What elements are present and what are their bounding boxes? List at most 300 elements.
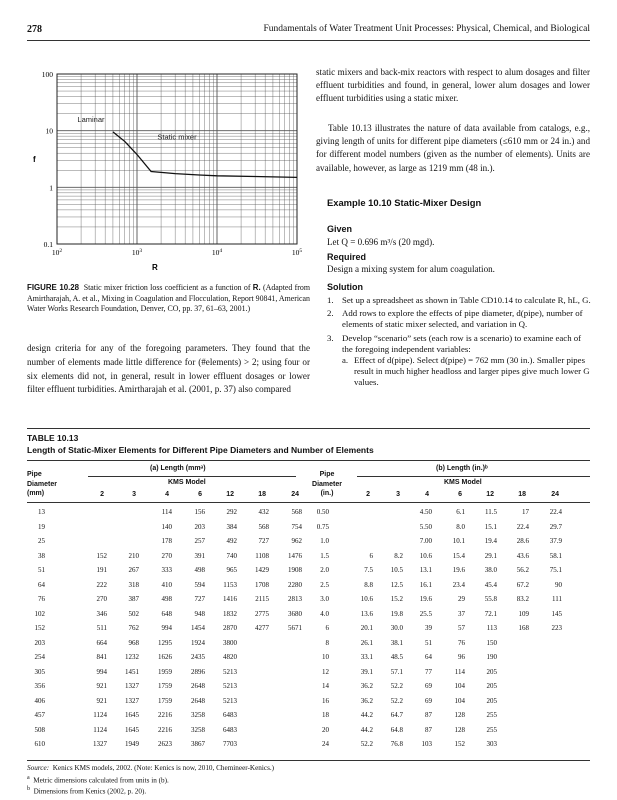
running-title: Fundamentals of Water Treatment Unit Processes: Physical, Chemical, and Biological [263,24,590,34]
table-cell: 156 [194,508,205,516]
required-heading: Required [327,252,367,262]
y-axis-label: f [33,155,36,164]
table-cell: 4820 [223,653,237,661]
table-cell: 104 [454,682,465,690]
element-count-header: 18 [518,491,526,498]
table-cell: 128 [454,711,465,719]
table-cell: 254 [34,653,45,661]
element-count-header: 3 [132,491,136,498]
solution-substep: a. Effect of d(pipe). Select d(pipe) = 762 mm (30 in.). Smaller pipes result in much higher headloss and larger pipes give much lower G values. [342,355,590,388]
table-cell: 498 [194,566,205,574]
table-cell: 43.6 [516,551,529,560]
table-cell: 11.5 [485,508,497,516]
table-cell: 594 [194,580,205,589]
table-cell: 152 [454,740,465,748]
table-cell: 1327 [125,696,139,705]
table-cell: 36.2 [360,696,373,705]
solution-heading: Solution [327,282,363,292]
model-b-header: KMS Model [444,479,482,486]
table-cell: 16 [322,696,329,705]
element-count-header: 24 [551,491,559,498]
table-cell: 12.5 [390,580,403,589]
table-cell: 406 [34,696,45,705]
right-paragraph-2: Table 10.13 illustrates the nature of data available from catalogs, e.g., giving length of units for different pipe diameters (≤610 mm or 24 in.) and for different model numbers (given as the number of elements). Units are available, however, as large as 1219 mm (48 in.). [316,123,590,173]
table-cell: 318 [128,580,139,589]
table-cell: 12 [322,667,329,676]
table-cell: 2216 [158,711,172,719]
table-cell: 346 [96,609,107,618]
group-b-rule [357,476,590,477]
table-cell: 6.1 [456,508,465,516]
table-cell: 1759 [158,696,172,705]
table-cell: 1108 [255,551,269,560]
table-cell: 1959 [158,667,172,676]
table-cell: 1645 [125,725,139,734]
table-cell: 57.1 [390,667,403,676]
table-cell: 10.6 [360,595,373,603]
table-cell: 457 [34,711,45,719]
table-cell: 1327 [125,682,139,690]
table-cell: 387 [128,595,139,603]
table-cell: 1153 [223,580,237,589]
table-cell: 29 [458,595,465,603]
table-cell: 511 [96,624,107,632]
table-cell: 5213 [223,682,237,690]
table-source: Source: Kenics KMS models, 2002. (Note: Kenics is now, 2010, Chemineer-Kenics.) [27,764,275,772]
x-tick-exponent: 3 [139,248,143,254]
table-cell: 152 [34,624,45,632]
table-cell: 69 [425,696,432,705]
table-cell: 203 [34,638,45,647]
table-cell: 67.2 [516,580,529,589]
header-rule [27,40,590,41]
solution-step: 3. Develop “scenario” sets (each row is a scenario) to examine each of the foregoing independent variables: a. Effect of d(pipe). Select d(pipe) = 762 mm (30 in.). Smaller pipes result in much higher headloss and larger pipes give much lower G values. [327,333,592,389]
x-axis-label: R [152,263,158,272]
table-cell: 7703 [223,740,237,748]
table-cell: 19.6 [452,566,465,574]
table-cell: 568 [258,522,269,531]
table-cell: 3258 [191,725,205,734]
table-cell: 37 [458,609,465,618]
table-cell: 727 [194,595,205,603]
table-cell: 168 [518,624,529,632]
annotation-static-mixer: Static mixer [157,132,197,142]
table-cell: 2115 [255,595,269,603]
model-a-header: KMS Model [168,479,206,486]
table-cell: 29.7 [549,522,562,531]
table-cell: 270 [96,595,107,603]
table-cell: 96 [458,653,465,661]
table-cell: 1626 [158,653,172,661]
x-tick-label: $10^5$ [291,248,303,257]
given-heading: Given [327,224,353,234]
x-tick-label: $10^3$ [131,248,143,257]
table-cell: 222 [96,580,107,589]
table-cell: 754 [291,522,302,531]
table-cell: 55.8 [484,595,497,603]
table-cell: 15.1 [484,522,497,531]
table-bottom-rule [27,760,590,761]
table-cell: 727 [258,537,269,545]
element-count-header: 2 [100,491,104,498]
table-cell: 114 [454,667,465,676]
table-cell: 45.4 [484,580,497,589]
pipe-diameter-header-b: Pipe Diameter (in.) [312,471,342,497]
table-cell: 1924 [191,638,205,647]
table-cell: 178 [161,537,172,545]
table-cell: 16.1 [419,580,432,589]
table-cell: 109 [518,609,529,618]
element-count-header: 6 [458,491,462,498]
table-cell: 28.6 [516,537,529,545]
table-cell: 114 [161,508,172,516]
table-cell: 6 [325,624,329,632]
x-tick-exponent: 5 [299,248,303,254]
table-cell: 52.2 [390,682,403,690]
y-tick-label: 0.1 [43,240,53,249]
element-count-header: 3 [396,491,400,498]
element-count-header: 24 [291,491,299,498]
table-cell: 1708 [255,580,269,589]
table-cell: 5213 [223,667,237,676]
table-cell: 51 [425,638,432,647]
table-cell: 36.2 [360,682,373,690]
table-cell: 762 [128,624,139,632]
given-text: Let Q = 0.696 m³/s (20 mgd). [327,237,435,247]
table-cell: 1124 [93,711,107,719]
table-cell: 1949 [125,740,139,748]
y-tick-label: 100 [41,70,53,79]
solution-steps [327,295,592,391]
table-cell: 1476 [288,551,302,560]
table-cell: 38.1 [390,638,403,647]
table-cell: 205 [486,667,497,676]
table-cell: 1429 [255,566,269,574]
table-cell: 2623 [158,740,172,748]
table-cell: 38 [38,551,45,560]
example-title: Example 10.10 Static-Mixer Design [327,197,482,208]
table-cell: 333 [161,566,172,574]
element-count-header: 4 [165,491,169,498]
table-cell: 52.2 [360,740,373,748]
table-cell: 610 [34,740,45,748]
table-cell: 76 [38,595,45,603]
table-cell: 303 [486,740,497,748]
table-cell: 128 [454,725,465,734]
chart-ticks [42,70,303,257]
table-cell: 5671 [288,624,302,632]
table-cell: 502 [128,609,139,618]
table-cell: 22.4 [549,508,562,516]
table-cell: 76.8 [390,740,403,748]
table-rule [27,460,590,461]
table-cell: 190 [486,653,497,661]
table-cell: 39 [425,624,432,632]
table-cell: 1832 [223,609,237,618]
table-cell: 994 [161,624,172,632]
table-cell: 210 [128,551,139,560]
table-cell: 2896 [191,667,205,676]
table-cell: 498 [161,595,172,603]
table-cell: 19 [38,522,45,531]
table-cell: 87 [425,711,432,719]
table-cell: 72.1 [484,609,497,618]
table-header-rule [27,502,590,503]
x-tick-label: $10^2$ [51,248,63,257]
table-cell: 4.0 [320,609,329,618]
friction-chart [27,60,312,280]
figure-caption [27,283,310,315]
table-cell: 1759 [158,682,172,690]
table-cell: 205 [486,696,497,705]
table-cell: 270 [161,551,172,560]
table-cell: 20.1 [360,624,373,632]
table-cell: 64 [425,653,432,661]
caption-label: FIGURE 10.28 [27,283,80,292]
table-cell: 2216 [158,725,172,734]
solution-step: 2. Add rows to explore the effects of pipe diameter, d(pipe), number of elements of static mixer selected, and variation in Q. [327,308,583,330]
table-cell: 69 [425,682,432,690]
table-cell: 1451 [125,667,139,676]
table-cell: 18 [322,711,329,719]
table-cell: 52.2 [390,696,403,705]
table-cell: 257 [194,537,205,545]
table-cell: 223 [551,624,562,632]
table-cell: 20 [322,725,329,734]
table-cell: 64 [38,580,45,589]
table-cell: 7.5 [364,566,373,574]
table-cell: 83.2 [516,595,529,603]
table-cell: 19.8 [390,609,403,618]
table-cell: 6 [369,551,373,560]
table-cell: 2280 [288,580,302,589]
table-cell: 3680 [288,609,302,618]
table-cell: 15.2 [390,595,403,603]
table-cell: 2648 [191,696,205,705]
table-cell: 29.1 [484,551,497,560]
table-cell: 4.50 [419,508,432,516]
table-cell: 508 [34,725,45,734]
table-cell: 4277 [255,624,269,632]
table-cell: 3258 [191,711,205,719]
table-cell: 152 [96,551,107,560]
table-cell: 1327 [93,740,107,748]
caption-line1: Static mixer friction loss coefficient as a function of [83,283,251,292]
table-cell: 77 [425,667,432,676]
table-cell: 191 [96,566,107,574]
element-count-header: 18 [258,491,266,498]
table-cell: 76 [458,638,465,647]
table-cell: 8 [325,638,329,647]
plot-frame [57,74,297,244]
table-cell: 1124 [93,725,107,734]
table-cell: 267 [128,566,139,574]
page-number: 278 [27,24,42,35]
table-cell: 962 [291,537,302,545]
table-cell: 75.1 [549,566,562,574]
table-cell: 2435 [191,653,205,661]
table-cell: 140 [161,522,172,531]
footnote-a: $^a$ Metric dimensions calculated from units in (b). [27,775,169,785]
table-cell: 10 [322,653,329,661]
table-cell: 5.50 [419,522,432,531]
footnote-b: $^b$ Dimensions from Kenics (2002, p. 20). [27,786,147,796]
table-cell: 23.4 [452,580,465,589]
table-cell: 30.0 [390,624,403,632]
table-cell: 432 [258,508,269,516]
table-cell: 103 [421,740,432,748]
table-cell: 1.5 [320,551,329,560]
table-cell: 2648 [191,682,205,690]
table-cell: 205 [486,682,497,690]
table-cell: 648 [161,609,172,618]
table-cell: 0.50 [316,508,329,516]
table-cell: 150 [486,638,497,647]
table-cell: 410 [161,580,172,589]
table-cell: 48.5 [390,653,403,661]
table-cell: 921 [96,696,107,705]
annotation-laminar: Laminar [77,115,105,125]
caption-r: R. [252,283,261,292]
table-cell: 87 [425,725,432,734]
table-cell: 0.75 [316,522,329,531]
element-count-header: 6 [198,491,202,498]
table-cell: 1454 [191,624,205,632]
table-cell: 17 [522,508,529,516]
table-cell: 255 [486,711,497,719]
table-cell: 39.1 [360,667,373,676]
element-count-header: 12 [226,491,234,498]
table-cell: 203 [194,522,205,531]
table-cell: 13.1 [419,566,432,574]
table-cell: 568 [291,508,302,516]
element-count-header: 2 [366,491,370,498]
table-cell: 384 [226,522,237,531]
table-top-rule [27,428,590,429]
table-cell: 1.0 [320,537,329,545]
table-cell: 292 [226,508,237,516]
table-cell: 305 [34,667,45,676]
table-cell: 10.5 [390,566,403,574]
table-cell: 10.6 [419,551,432,560]
table-cell: 58.1 [549,551,562,560]
series-line-static-mixer [113,132,297,178]
required-text: Design a mixing system for alum coagulation. [327,264,495,274]
table-cell: 22.4 [516,522,529,531]
x-tick-exponent: 4 [219,248,223,254]
x-tick-exponent: 2 [59,248,63,254]
table-cell: 113 [486,624,497,632]
caption-rest: (Adapted from Amirtharajah, A. et al., Mixing in Coagulation and Flocculation, Report 90841, American Water Works Research Foundation, Denver, CO, pp. 37, 61–63, 2001.) [27,283,311,314]
table-cell: 25.5 [419,609,432,618]
group-b-header: (b) Length (in.)ᵇ [436,465,488,472]
table-cell: 1416 [223,595,237,603]
table-cell: 2813 [288,595,302,603]
table-cell: 26.1 [360,638,373,647]
table-cell: 44.2 [360,725,373,734]
table-cell: 7.00 [419,537,432,545]
element-count-header: 12 [486,491,494,498]
table-cell: 14 [322,682,329,690]
table-cell: 1908 [288,566,302,574]
table-cell: 13.6 [360,609,373,618]
solution-step: 1. Set up a spreadsheet as shown in Table CD10.14 to calculate R, hL, G. [327,295,591,305]
table-cell: 391 [194,551,205,560]
table-cell: 102 [34,609,45,618]
table-cell: 994 [96,667,107,676]
table-cell: 8.0 [456,522,465,531]
table-cell: 3.0 [320,595,329,603]
table-cell: 19.4 [484,537,497,545]
table-cell: 255 [486,725,497,734]
table-cell: 19.6 [419,595,432,603]
table-cell: 2775 [255,609,269,618]
table-cell: 44.2 [360,711,373,719]
table-cell: 3800 [223,638,237,647]
group-a-rule [88,476,296,477]
table-cell: 111 [552,595,562,603]
y-tick-label: 10 [45,126,53,136]
x-tick-label: $10^4$ [211,248,223,257]
group-a-header: (a) Length (mmᵃ) [150,465,206,472]
chart-series [113,132,297,178]
table-cell: 13 [38,508,45,516]
table-cell: 740 [226,551,237,560]
table-cell: 90 [555,580,562,589]
table-cell: 965 [226,566,237,574]
table-cell: 145 [551,609,562,618]
table-cell: 664 [96,638,107,647]
table-cell: 37.9 [549,537,562,545]
table-cell: 921 [96,682,107,690]
table-cell: 968 [128,638,139,647]
table-cell: 24 [322,740,329,748]
table-cell: 948 [194,609,205,618]
table-cell: 1295 [158,638,172,647]
table-number: TABLE 10.13 [27,433,79,443]
table-title: Length of Static-Mixer Elements for Different Pipe Diameters and Number of Elements [27,445,374,455]
table-cell: 492 [226,537,237,545]
table-cell: 8.2 [394,551,403,560]
table-cell: 2.5 [320,580,329,589]
table-cell: 10.1 [452,537,465,545]
right-paragraph-1: static mixers and back-mix reactors with respect to alum dosages and filter effluent turbidities and found, in general, lower alum dosages and lower effluent turbidities using a static mixer. [316,67,590,104]
y-tick-label: 1 [49,183,53,193]
table-cell: 2870 [223,624,237,632]
table-cell: 64.7 [390,711,403,719]
left-paragraph: design criteria for any of the foregoing parameters. They found that the number of elements made little difference for (#elements) > 2; using four or six elements did not, in general, result in lower effluent dosages or lower filter effluent turbidities. Amirtharajah et al. (2001, p. 37) also compared [27,343,310,395]
table-cell: 1232 [125,653,139,661]
table-cell: 15.4 [452,551,465,560]
table-cell: 64.8 [390,725,403,734]
table-cell: 1645 [125,711,139,719]
table-cell: 57 [458,624,465,632]
pipe-diameter-header-a: Pipe Diameter (mm) [27,471,57,497]
table-cell: 38.0 [484,566,497,574]
table-cell: 8.8 [364,580,373,589]
table-cell: 104 [454,696,465,705]
chart-frame [57,74,297,244]
table-cell: 56.2 [516,566,529,574]
table-cell: 3867 [191,740,205,748]
table-cell: 33.1 [360,653,373,661]
table-cell: 51 [38,566,45,574]
chart-grid [57,74,297,244]
element-count-header: 4 [425,491,429,498]
table-cell: 2.0 [320,566,329,574]
table-cell: 356 [34,682,45,690]
table-cell: 841 [96,653,107,661]
